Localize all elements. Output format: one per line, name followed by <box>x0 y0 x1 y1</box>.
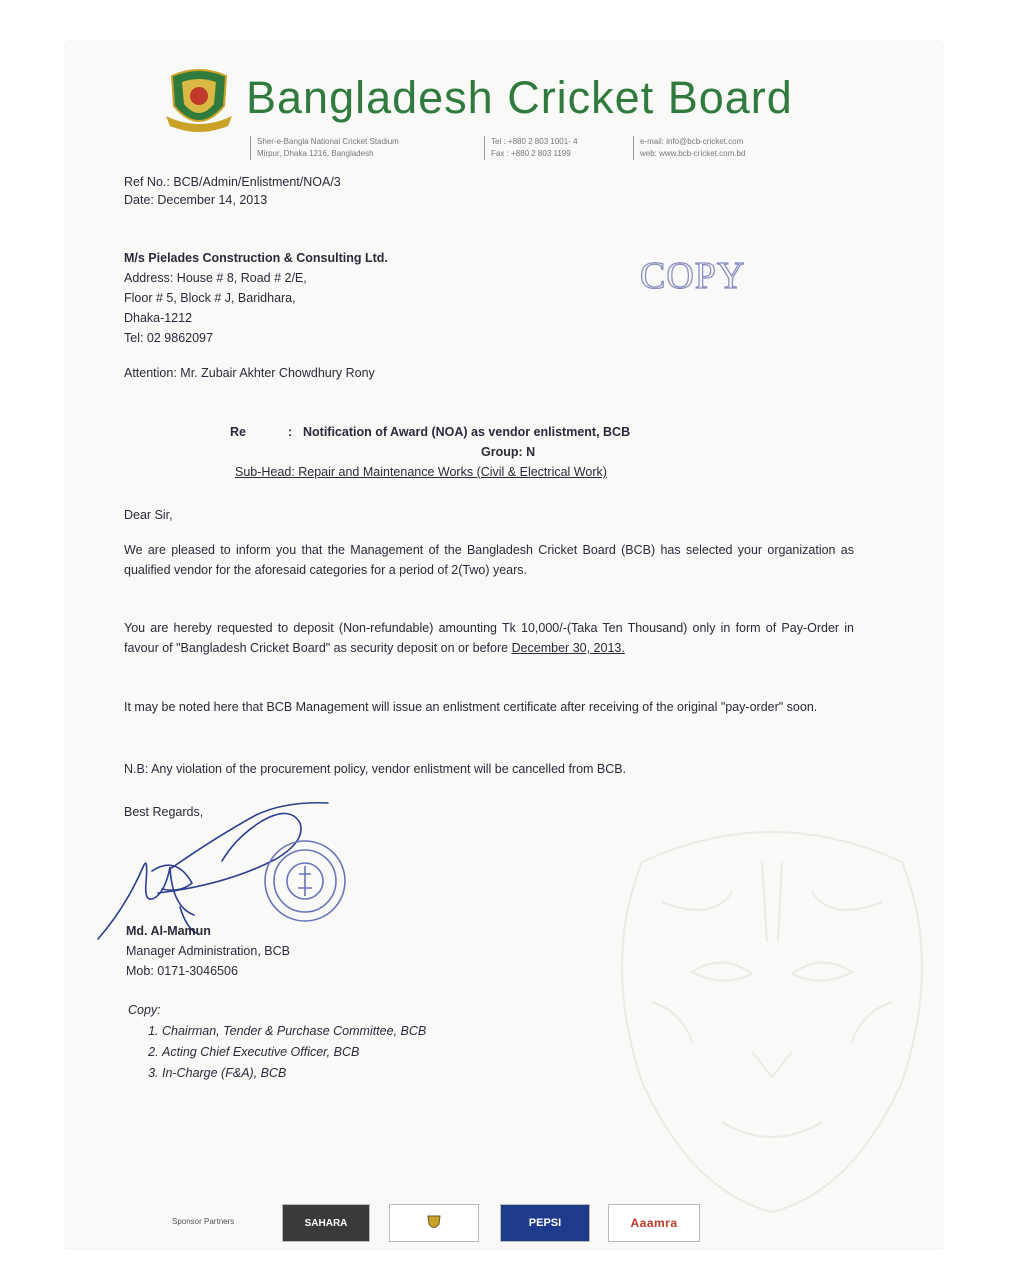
sponsor-logo-sahara: SAHARA <box>282 1204 370 1242</box>
org-name: Bangladesh Cricket Board <box>246 72 793 123</box>
sponsor-logo-aamra: Aaamra <box>608 1204 700 1242</box>
copy-stamp: COPY <box>640 255 746 297</box>
re-colon: : <box>288 425 293 439</box>
email-line: e-mail: info@bcb-cricket.com <box>640 137 744 146</box>
signatory-name: Md. Al-Mamun <box>126 924 211 938</box>
copy-recipient: 3. In-Charge (F&A), BCB <box>162 1063 426 1084</box>
recipient-address <box>124 248 388 348</box>
letterhead-phone <box>484 136 578 160</box>
deposit-text: You are hereby requested to deposit (Non-refundable) amounting Tk 10,000/-(Taka Ten Thousand) only in form of Pay-Order in favour of "Bangladesh Cricket Board" as security deposit on or before <box>124 621 854 655</box>
attention-line: Attention: Mr. Zubair Akhter Chowdhury Rony <box>124 366 375 380</box>
ref-number: Ref No.: BCB/Admin/Enlistment/NOA/3 <box>124 175 341 189</box>
tiger-watermark-icon <box>602 802 942 1222</box>
crest-icon <box>426 1214 442 1232</box>
bcb-logo-icon <box>164 66 234 138</box>
body-paragraph <box>124 618 854 658</box>
sponsor-logo-pepsi: PEPSI <box>500 1204 590 1242</box>
sponsor-label: Sponsor Partners <box>172 1217 235 1226</box>
web-line: web: www.bcb-cricket.com.bd <box>640 149 746 158</box>
salutation: Dear Sir, <box>124 508 173 522</box>
letterhead-address <box>250 136 399 160</box>
copy-to-list <box>128 1000 426 1084</box>
recipient-address-line: Address: House # 8, Road # 2/E, <box>124 271 307 285</box>
sponsor-logo-crest <box>389 1204 479 1242</box>
body-paragraph: We are pleased to inform you that the Management of the Bangladesh Cricket Board (BCB) has selected your organization as qualified vendor for the aforesaid categories for a period of 2(Two) years. <box>124 543 854 577</box>
copy-recipient: 2. Acting Chief Executive Officer, BCB <box>162 1042 426 1063</box>
letter-date: Date: December 14, 2013 <box>124 193 268 207</box>
signatory-block <box>126 921 290 981</box>
signatory-title: Manager Administration, BCB <box>126 944 290 958</box>
recipient-tel: Tel: 02 9862097 <box>124 331 213 345</box>
subject-subhead: Sub-Head: Repair and Maintenance Works (Civil & Electrical Work) <box>235 465 607 479</box>
address-line: Mirpur, Dhaka 1216, Bangladesh <box>257 149 374 158</box>
body-paragraph: N.B: Any violation of the procurement policy, vendor enlistment will be cancelled from BCB. <box>124 762 627 776</box>
fax-line: Fax : +880 2 803 1199 <box>491 149 571 158</box>
deposit-deadline: December 30, 2013. <box>511 641 625 655</box>
signatory-mobile: Mob: 0171-3046506 <box>126 964 238 978</box>
reference-block <box>124 173 341 209</box>
closing: Best Regards, <box>124 805 204 819</box>
tel-line: Tel : +880 2 803 1001- 4 <box>491 137 578 146</box>
seal-stamp-icon <box>262 838 348 924</box>
letter-page <box>66 42 942 1248</box>
body-paragraph: It may be noted here that BCB Management will issue an enlistment certificate after receiving of the original "pay-order" soon. <box>124 700 818 714</box>
subject-group: Group: N <box>481 445 536 459</box>
copy-label: Copy: <box>128 1003 161 1017</box>
re-label: Re <box>230 425 246 439</box>
copy-recipient: 1. Chairman, Tender & Purchase Committee, BCB <box>162 1021 426 1042</box>
recipient-name: M/s Pielades Construction & Consulting Ltd. <box>124 251 388 265</box>
subject-line: Notification of Award (NOA) as vendor enlistment, BCB <box>303 425 631 439</box>
recipient-address-line: Dhaka-1212 <box>124 311 193 325</box>
recipient-address-line: Floor # 5, Block # J, Baridhara, <box>124 291 296 305</box>
letterhead-web <box>633 136 745 160</box>
address-line: Sher-e-Bangla National Cricket Stadium <box>257 137 399 146</box>
